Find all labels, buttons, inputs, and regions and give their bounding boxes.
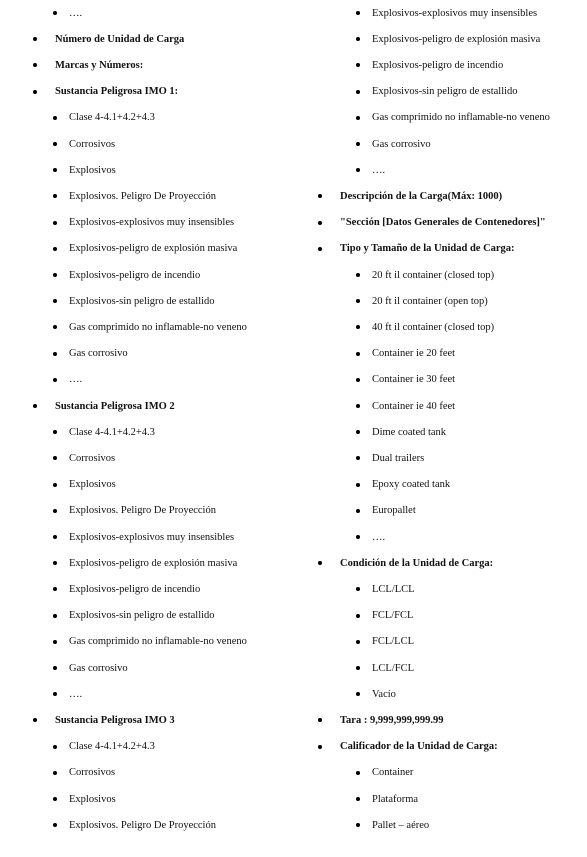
left-list-item — [53, 629, 247, 655]
list-item-text: Pallet – aéreo — [372, 819, 430, 831]
list-item-text: Plataforma — [372, 793, 419, 805]
right-list-item — [356, 341, 455, 367]
bullet-icon — [53, 797, 57, 801]
bullet-icon — [53, 483, 57, 487]
list-item-text: Sustancia Peligrosa IMO 3 — [55, 714, 175, 726]
list-item-text: Condición de la Unidad de Carga: — [340, 557, 494, 569]
bullet-icon — [356, 771, 360, 775]
bullet-icon — [356, 535, 360, 539]
bullet-icon — [53, 587, 57, 591]
left-list-item — [53, 105, 155, 131]
list-item-text: Explosivos-sin peligro de estallido — [372, 86, 518, 98]
right-list-item — [356, 786, 418, 812]
list-item-text: Explosivos-peligro de incendio — [372, 59, 504, 71]
list-item-text: Container — [372, 767, 414, 779]
list-item-text: Explosivos. Peligro De Proyección — [69, 819, 216, 831]
right-list-item — [356, 445, 424, 471]
bullet-icon — [53, 430, 57, 434]
list-item-text: Corrosivos — [69, 767, 116, 779]
bullet-icon — [33, 718, 37, 722]
list-item-text: Explosivos-peligro de incendio — [69, 269, 201, 281]
left-list-item — [53, 367, 82, 393]
bullet-icon — [356, 456, 360, 460]
right-list-item — [356, 472, 450, 498]
left-list-item — [53, 445, 115, 471]
list-item-text: …. — [69, 7, 83, 19]
bullet-icon — [53, 273, 57, 277]
bullet-icon — [53, 771, 57, 775]
list-item-text: Corrosivos — [69, 138, 116, 150]
left-list-item — [53, 655, 128, 681]
list-item-text: …. — [69, 688, 83, 700]
list-item-text: Número de Unidad de Carga — [55, 33, 185, 45]
list-item-text: Explosivos-explosivos muy insensibles — [372, 7, 538, 19]
list-item-text: Explosivos-peligro de explosión masiva — [372, 33, 541, 45]
left-list-item — [53, 236, 237, 262]
list-item-text: Clase 4-4.1+4.2+4.3 — [69, 112, 155, 124]
list-item-text: Dime coated tank — [372, 426, 447, 438]
list-item-text: Explosivos-peligro de incendio — [69, 583, 201, 595]
right-list-item — [356, 681, 396, 707]
bullet-icon — [318, 561, 322, 565]
left-list-item — [53, 681, 82, 707]
left-list-item — [53, 498, 216, 524]
list-item-text: Explosivos-sin peligro de estallido — [69, 610, 215, 622]
list-item-text: …. — [372, 164, 386, 176]
bullet-icon — [356, 404, 360, 408]
list-item-text: LCL/FCL — [372, 662, 415, 674]
list-item-text: Gas corrosivo — [372, 138, 431, 150]
bullet-icon — [53, 299, 57, 303]
bullet-icon — [53, 247, 57, 251]
right-list-item — [356, 26, 540, 52]
bullet-icon — [356, 378, 360, 382]
bullet-icon — [53, 142, 57, 146]
list-item-text: Clase 4-4.1+4.2+4.3 — [69, 426, 155, 438]
left-list-item — [33, 707, 175, 733]
left-list-item — [53, 314, 247, 340]
list-item-text: FCL/FCL — [372, 610, 414, 622]
bullet-icon — [318, 745, 322, 749]
left-list-item — [53, 734, 155, 760]
list-item-text: Explosivos-peligro de explosión masiva — [69, 243, 238, 255]
bullet-icon — [53, 561, 57, 565]
right-list-item — [356, 52, 503, 78]
bullet-icon — [356, 352, 360, 356]
bullet-icon — [318, 221, 322, 225]
bullet-icon — [356, 666, 360, 670]
list-item-text: Explosivos-explosivos muy insensibles — [69, 217, 235, 229]
bullet-icon — [356, 11, 360, 15]
left-list-item — [53, 131, 115, 157]
bullet-icon — [318, 718, 322, 722]
list-item-text: Tara : 9,999,999,999.99 — [340, 714, 444, 726]
list-item-text: Sustancia Peligrosa IMO 1: — [55, 86, 179, 98]
right-list-item — [356, 655, 414, 681]
bullet-icon — [53, 535, 57, 539]
bullet-icon — [53, 11, 57, 15]
list-item-text: Gas comprimido no inflamable-no veneno — [372, 112, 550, 124]
left-list-item — [53, 157, 116, 183]
list-item-text: Explosivos. Peligro De Proyección — [69, 505, 216, 517]
bullet-icon — [53, 666, 57, 670]
left-list-item — [33, 393, 175, 419]
bullet-icon — [356, 430, 360, 434]
right-list-item — [318, 550, 493, 576]
bullet-icon — [33, 63, 37, 67]
right-list-item — [356, 131, 431, 157]
right-list-item — [356, 367, 455, 393]
bullet-icon — [356, 509, 360, 513]
list-item-text: Explosivos — [69, 164, 116, 176]
right-list-item — [356, 393, 455, 419]
bullet-icon — [356, 797, 360, 801]
bullet-icon — [53, 745, 57, 749]
list-item-text: Container ie 20 feet — [372, 348, 456, 360]
list-item-text: Gas comprimido no inflamable-no veneno — [69, 636, 247, 648]
left-list-item — [53, 341, 128, 367]
right-list-item — [356, 0, 537, 26]
bullet-icon — [53, 614, 57, 618]
bullet-icon — [356, 587, 360, 591]
bullet-icon — [356, 614, 360, 618]
left-list-item — [33, 79, 178, 105]
right-list-item — [356, 419, 446, 445]
list-item-text: …. — [69, 374, 83, 386]
list-item-text: Europallet — [372, 505, 416, 517]
bullet-icon — [356, 116, 360, 120]
left-list-item — [53, 262, 200, 288]
bullet-icon — [53, 456, 57, 460]
right-list-item — [356, 105, 550, 131]
right-list-item — [318, 236, 515, 262]
bullet-icon — [356, 640, 360, 644]
left-list-item — [53, 760, 115, 786]
left-list-item — [53, 524, 234, 550]
left-list-item — [53, 812, 216, 838]
bullet-icon — [53, 352, 57, 356]
right-list-item — [356, 576, 415, 602]
list-item-text: Container ie 40 feet — [372, 400, 456, 412]
left-list-item — [33, 52, 143, 78]
right-list-item — [356, 524, 385, 550]
bullet-icon — [53, 168, 57, 172]
list-item-text: Explosivos-sin peligro de estallido — [69, 295, 215, 307]
right-list-item — [356, 629, 414, 655]
right-list-item — [318, 183, 502, 209]
right-list-item — [356, 760, 413, 786]
list-item-text: Sustancia Peligrosa IMO 2 — [55, 400, 175, 412]
bullet-icon — [318, 247, 322, 251]
right-list-item — [356, 812, 429, 838]
right-list-item — [356, 288, 488, 314]
list-item-text: Gas corrosivo — [69, 662, 128, 674]
bullet-icon — [53, 378, 57, 382]
bullet-icon — [356, 692, 360, 696]
list-item-text: Marcas y Números: — [55, 59, 144, 71]
list-item-text: Explosivos — [69, 793, 116, 805]
list-item-text: FCL/LCL — [372, 636, 415, 648]
bullet-icon — [33, 90, 37, 94]
bullet-icon — [356, 823, 360, 827]
bullet-icon — [356, 299, 360, 303]
list-item-text: LCL/LCL — [372, 583, 415, 595]
list-item-text: Explosivos — [69, 479, 116, 491]
bullet-icon — [53, 194, 57, 198]
bullet-icon — [53, 221, 57, 225]
bullet-icon — [53, 692, 57, 696]
list-item-text: 20 ft il container (closed top) — [372, 269, 495, 281]
right-list-item — [318, 707, 443, 733]
bullet-icon — [53, 823, 57, 827]
right-list-item — [356, 157, 385, 183]
left-list-item — [53, 419, 155, 445]
right-list-item — [318, 734, 498, 760]
left-list-item — [53, 210, 234, 236]
bullet-icon — [356, 63, 360, 67]
list-item-text: Explosivos. Peligro De Proyección — [69, 190, 216, 202]
right-list-item — [356, 498, 416, 524]
left-list-item — [53, 288, 215, 314]
left-list-item — [53, 550, 237, 576]
bullet-icon — [53, 325, 57, 329]
bullet-icon — [53, 509, 57, 513]
right-list-item — [356, 603, 413, 629]
bullet-icon — [53, 640, 57, 644]
left-list-item — [53, 183, 216, 209]
left-list-item — [33, 26, 184, 52]
bullet-icon — [33, 37, 37, 41]
bullet-icon — [53, 116, 57, 120]
right-list-item — [318, 210, 546, 236]
list-item-text: Corrosivos — [69, 452, 116, 464]
bullet-icon — [356, 90, 360, 94]
bullet-icon — [356, 168, 360, 172]
right-list-item — [356, 314, 494, 340]
bullet-icon — [318, 194, 322, 198]
list-item-text: 20 ft il container (open top) — [372, 295, 488, 307]
list-item-text: Gas corrosivo — [69, 348, 128, 360]
list-item-text: Calificador de la Unidad de Carga: — [340, 741, 498, 753]
list-item-text: Explosivos-explosivos muy insensibles — [69, 531, 235, 543]
bullet-icon — [356, 273, 360, 277]
bullet-icon — [356, 483, 360, 487]
left-list-item — [53, 472, 116, 498]
right-list-item — [356, 79, 518, 105]
left-list-item — [53, 786, 116, 812]
list-item-text: Descripción de la Carga(Máx: 1000) — [340, 190, 503, 202]
list-item-text: Dual trailers — [372, 452, 425, 464]
list-item-text: Tipo y Tamaño de la Unidad de Carga: — [340, 243, 515, 255]
list-item-text: Vacío — [372, 688, 396, 700]
bullet-icon — [33, 404, 37, 408]
list-item-text: 40 ft il container (closed top) — [372, 321, 495, 333]
bullet-icon — [356, 325, 360, 329]
left-list-item — [53, 576, 200, 602]
bullet-icon — [356, 37, 360, 41]
list-item-text: Clase 4-4.1+4.2+4.3 — [69, 741, 155, 753]
left-list-item — [53, 603, 215, 629]
bullet-icon — [356, 142, 360, 146]
list-item-text: "Sección [Datos Generales de Contenedores]" — [340, 217, 546, 229]
left-list-item — [53, 0, 82, 26]
list-item-text: Epoxy coated tank — [372, 479, 451, 491]
list-item-text: Explosivos-peligro de explosión masiva — [69, 557, 238, 569]
list-item-text: Gas comprimido no inflamable-no veneno — [69, 321, 247, 333]
list-item-text: …. — [372, 531, 386, 543]
list-item-text: Container ie 30 feet — [372, 374, 456, 386]
right-list-item — [356, 262, 494, 288]
